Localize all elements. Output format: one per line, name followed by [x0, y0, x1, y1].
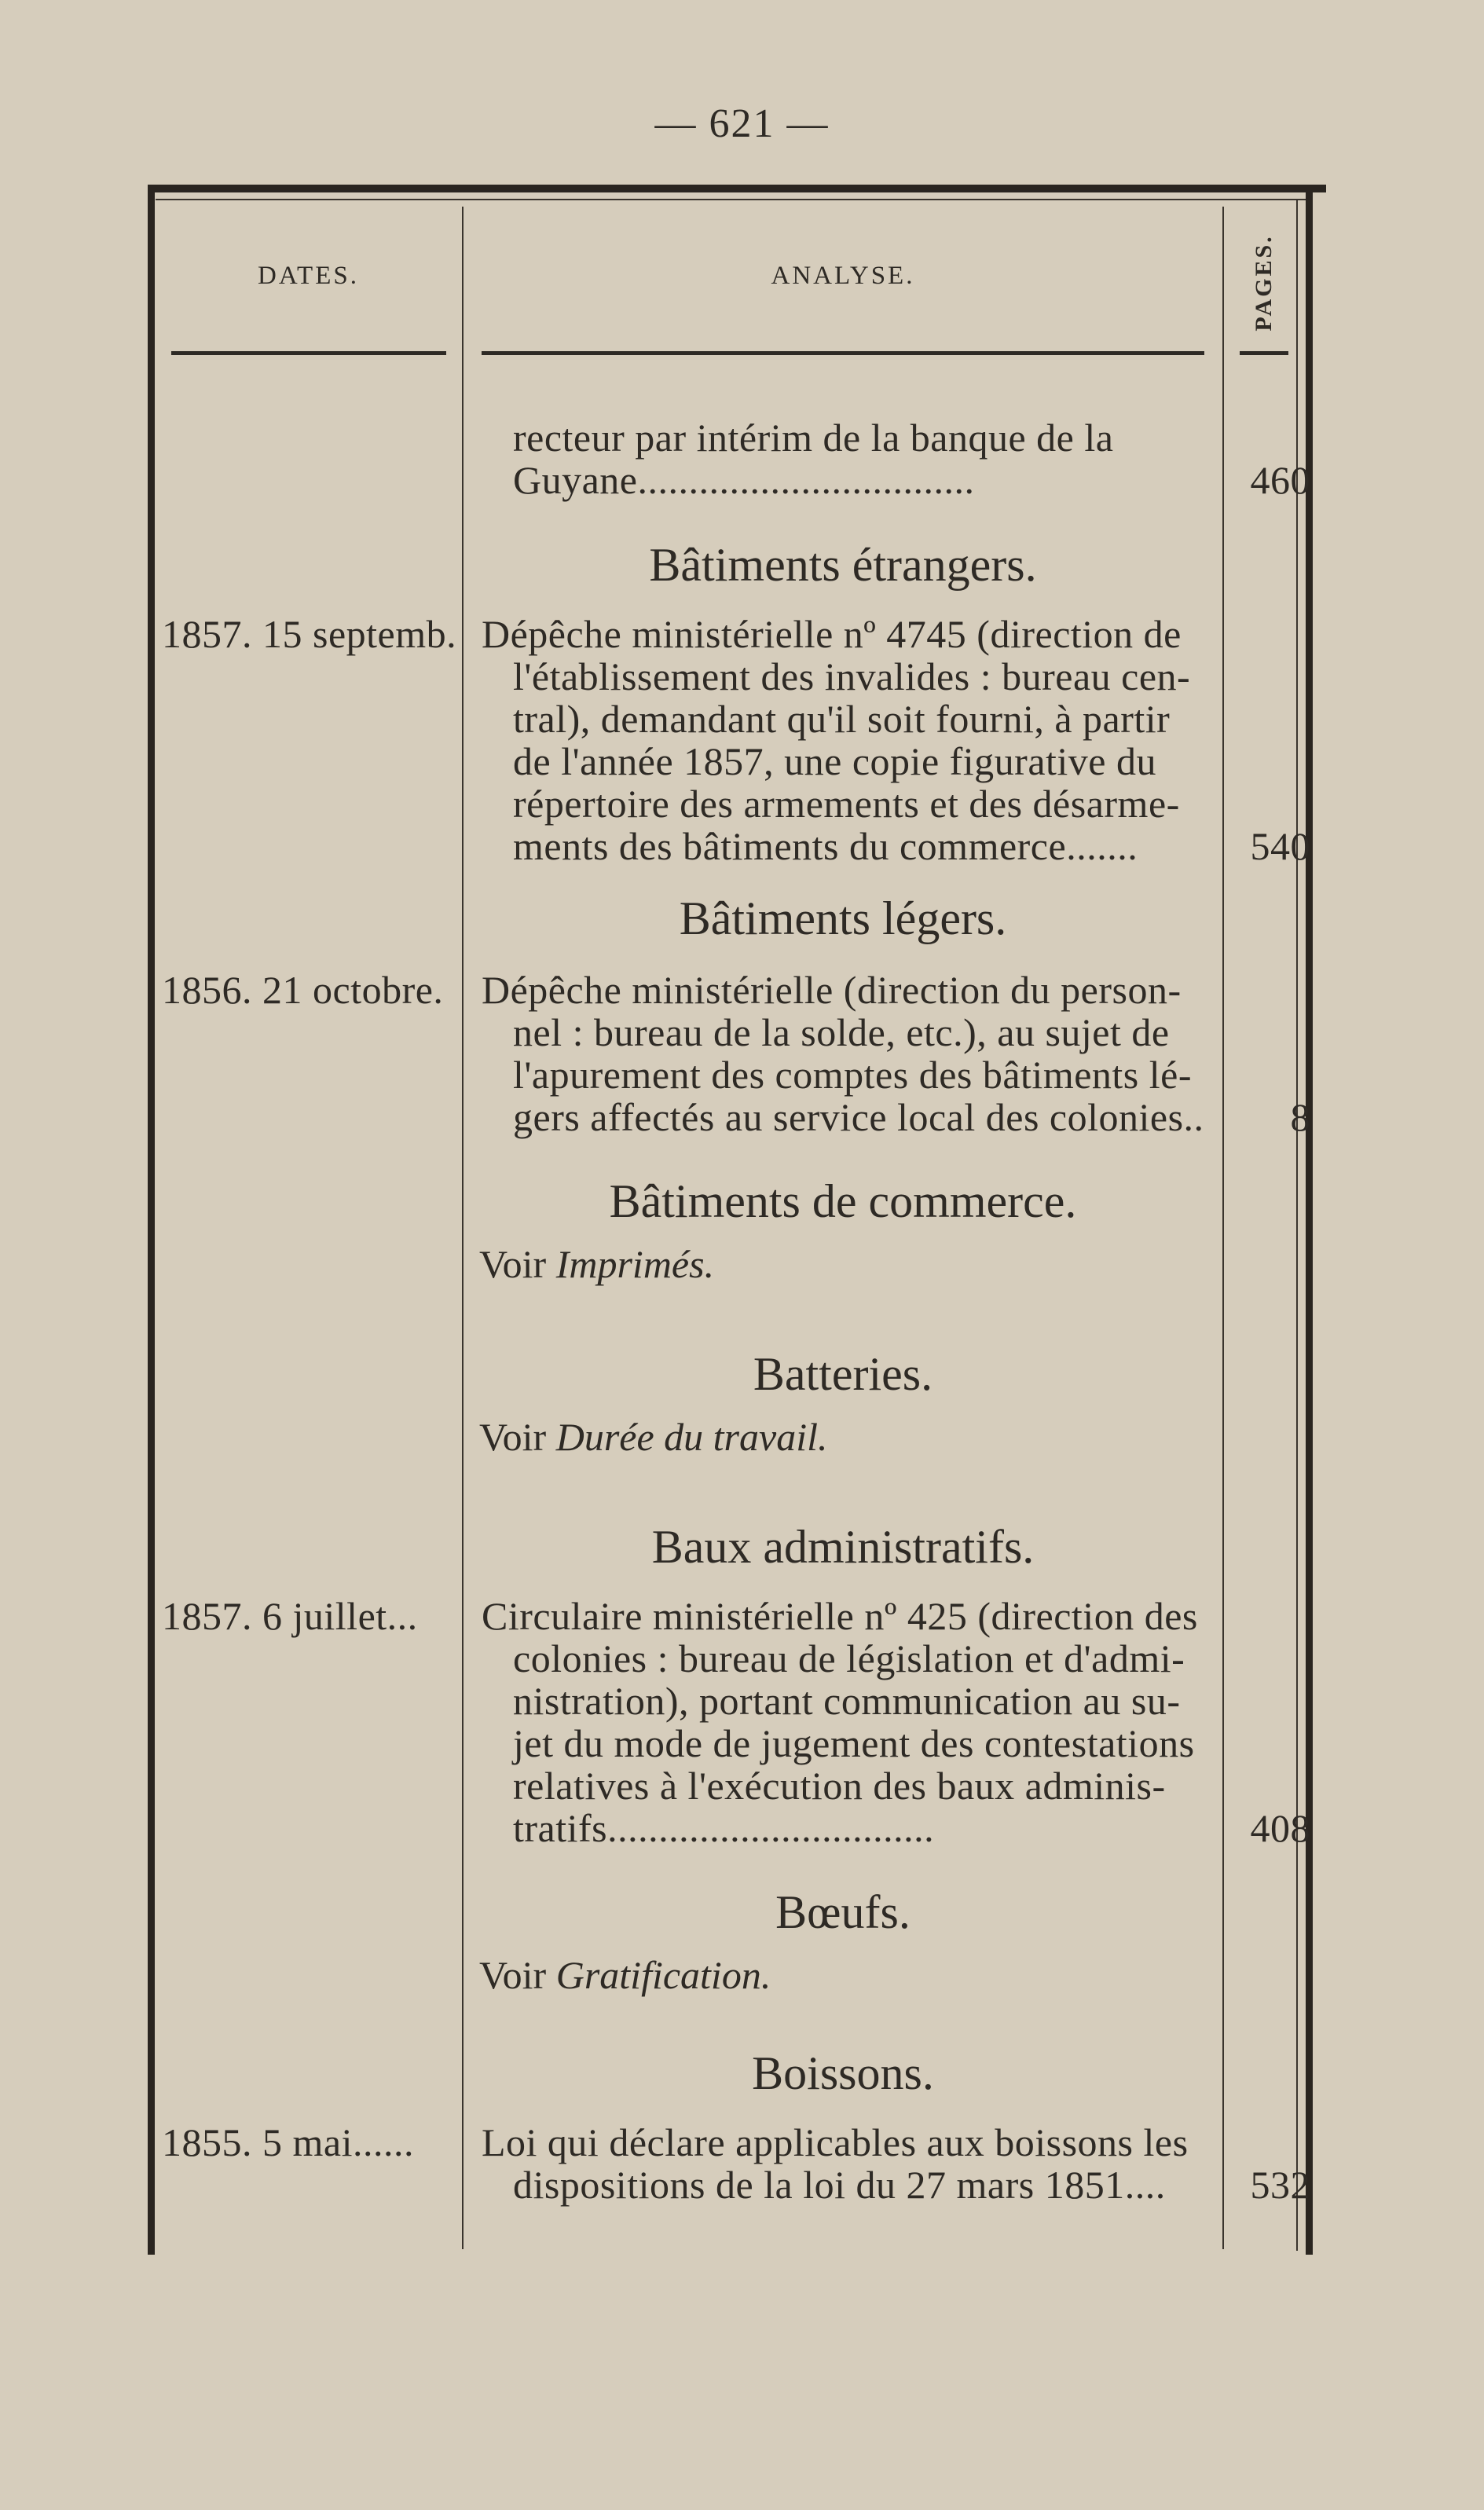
entry-line: dispositions de la loi du 27 mars 1851....	[513, 2163, 1166, 2207]
section-heading: Boissons.	[752, 2047, 934, 2099]
entry-page: 8	[1290, 1095, 1310, 1139]
header-rule-pages	[1240, 351, 1288, 355]
entry-page: 540	[1250, 824, 1310, 868]
header-rule-dates	[171, 351, 446, 355]
see-also: Voir Durée du travail.	[479, 1415, 828, 1459]
entry-line: répertoire des armements et des désarme-	[513, 782, 1180, 826]
entry-line: Guyane.................................	[513, 458, 975, 502]
entry-line: nel : bureau de la solde, etc.), au sujet de	[513, 1010, 1170, 1054]
table-left-border	[148, 185, 155, 2255]
table-right-border-thin	[1296, 200, 1298, 2251]
section-heading: Bâtiments étrangers.	[649, 539, 1037, 591]
see-also-ref: Gratification.	[555, 1953, 771, 1997]
entry-line: Loi qui déclare applicables aux boissons les	[482, 2120, 1189, 2164]
entry-line: nistration), portant communication au su-	[513, 1679, 1181, 1723]
header-rule-analyse	[482, 351, 1204, 355]
header-analyse: ANALYSE.	[771, 262, 915, 290]
entry-line: tral), demandant qu'il soit fourni, à partir	[513, 697, 1171, 741]
header-dates: DATES.	[258, 262, 359, 290]
table-top-rule	[148, 185, 1326, 192]
entry-line: gers affectés au service local des colonies..	[513, 1095, 1204, 1139]
column-divider-pages	[1222, 207, 1224, 2249]
section-heading: Bâtiments de commerce.	[609, 1175, 1077, 1227]
section-heading: Bâtiments légers.	[679, 892, 1007, 944]
section-heading: Baux administratifs.	[651, 1521, 1035, 1573]
see-also-ref: Imprimés.	[555, 1242, 715, 1286]
entry-page: 460	[1250, 458, 1310, 502]
section-heading: Batteries.	[753, 1348, 933, 1400]
entry-line: de l'année 1857, une copie figurative du	[513, 739, 1156, 783]
entry-date: 1857. 15 septemb.	[162, 612, 457, 656]
table-top-rule-thin	[156, 199, 1310, 200]
entry-line: l'établissement des invalides : bureau cen-	[513, 654, 1191, 698]
entry-line: recteur par intérim de la banque de la	[513, 416, 1114, 460]
entry-page: 408	[1250, 1806, 1310, 1850]
header-pages: PAGES.	[1251, 234, 1277, 332]
entry-line: l'apurement des comptes des bâtiments lé-	[513, 1053, 1192, 1097]
entry-line: tratifs................................	[513, 1806, 935, 1850]
entry-date: 1855. 5 mai......	[162, 2120, 414, 2164]
entry-date: 1856. 21 octobre.	[162, 968, 444, 1012]
entry-line: ments des bâtiments du commerce.......	[513, 824, 1138, 868]
entry-line: relatives à l'exécution des baux adminis-	[513, 1764, 1166, 1808]
see-also: Voir Gratification.	[479, 1953, 771, 1997]
page-number: — 621 —	[654, 101, 830, 146]
entry-line: jet du mode de jugement des contestations	[513, 1721, 1195, 1765]
see-also-ref: Durée du travail.	[555, 1415, 828, 1459]
entry-page: 532	[1250, 2163, 1310, 2207]
index-table	[148, 185, 1326, 2255]
see-also: Voir Imprimés.	[479, 1242, 715, 1286]
section-heading: Bœufs.	[775, 1886, 911, 1938]
entry-line: Dépêche ministérielle nº 4745 (direction de	[482, 612, 1182, 656]
entry-line: colonies : bureau de législation et d'admi-	[513, 1636, 1185, 1680]
entry-date: 1857. 6 juillet...	[162, 1594, 418, 1638]
entry-line: Dépêche ministérielle (direction du person-	[482, 968, 1182, 1012]
entry-line: Circulaire ministérielle nº 425 (direction des	[482, 1594, 1198, 1638]
